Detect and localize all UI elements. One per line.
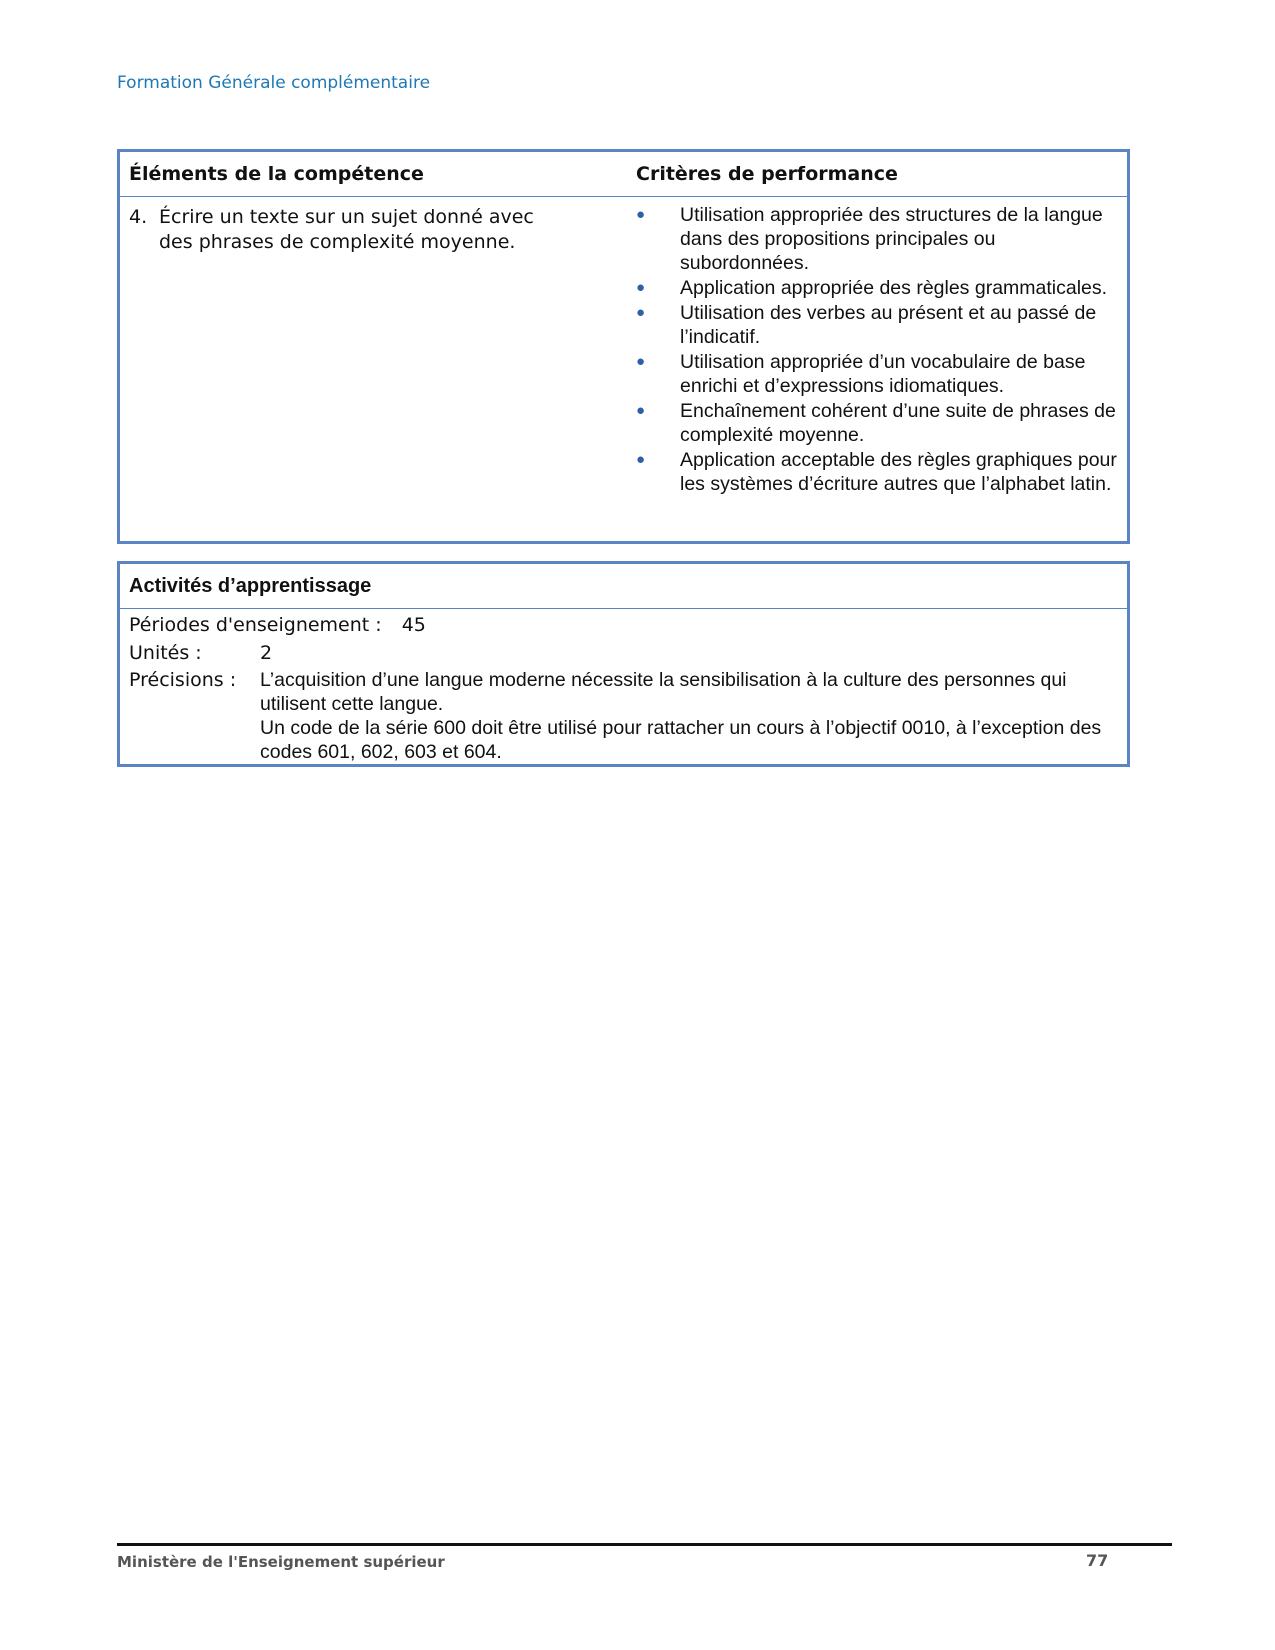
precisions-paragraph: Un code de la série 600 doit être utilisé pour rattacher un cours à l’objectif 0010, à l’exception des codes 601, 602, 603 et 604.: [260, 717, 1102, 763]
criterion-text: Application acceptable des règles graphiques pour les systèmes d’écriture autres que l’alphabet latin.: [680, 449, 1117, 495]
criterion-text: Utilisation appropriée d’un vocabulaire de base enrichi et d’expressions idiomatiques.: [680, 351, 1086, 397]
element-text: Écrire un texte sur un sujet donné avec des phrases de complexité moyenne.: [159, 206, 534, 253]
list-item: [636, 276, 1123, 300]
footer-divider: [117, 1543, 1172, 1546]
learning-activities-box: [117, 561, 1130, 767]
column-header-criteria: Critères de performance: [636, 163, 898, 185]
element-number: 4.: [129, 206, 148, 228]
bullet-icon: ●: [636, 279, 646, 296]
table-header-row: [120, 152, 1127, 197]
list-item: [636, 448, 1123, 496]
periodes-label: Périodes d'enseignement :: [129, 614, 382, 636]
criterion-text: Utilisation appropriée des structures de la langue dans des propositions principales ou subordonnées.: [680, 204, 1103, 274]
bullet-icon: ●: [636, 353, 646, 370]
precisions-row: [129, 668, 1119, 764]
competence-element: [129, 205, 569, 255]
page-number: 77: [1086, 1551, 1109, 1570]
precisions-label: Précisions :: [129, 669, 237, 691]
list-item: [636, 301, 1123, 349]
bullet-icon: ●: [636, 304, 646, 321]
list-item: [636, 203, 1123, 275]
list-item: [636, 399, 1123, 447]
bullet-icon: ●: [636, 206, 646, 223]
footer-organization: Ministère de l'Enseignement supérieur: [117, 1553, 445, 1571]
bullet-icon: ●: [636, 451, 646, 468]
periodes-value: 45: [401, 614, 426, 636]
activities-title: Activités d’apprentissage: [129, 575, 372, 597]
column-header-elements: Éléments de la compétence: [129, 163, 424, 185]
running-header: Formation Générale complémentaire: [117, 73, 431, 93]
unites-value: 2: [260, 642, 273, 664]
precisions-text: [260, 668, 1119, 764]
criterion-text: Utilisation des verbes au présent et au passé de l’indicatif.: [680, 302, 1097, 348]
criteria-list: [636, 203, 1123, 497]
unites-row: [129, 641, 272, 665]
criterion-text: Application appropriée des règles grammaticales.: [680, 277, 1108, 299]
bullet-icon: ●: [636, 402, 646, 419]
precisions-paragraph: L’acquisition d’une langue moderne nécessite la sensibilisation à la culture des personnes qui utilisent cette langue.: [260, 669, 1067, 715]
unites-label: Unités :: [129, 642, 202, 664]
activities-header: [120, 564, 1127, 609]
competence-table: [117, 149, 1130, 544]
list-item: [636, 350, 1123, 398]
periodes-row: [129, 613, 426, 637]
criterion-text: Enchaînement cohérent d’une suite de phrases de complexité moyenne.: [680, 400, 1116, 446]
